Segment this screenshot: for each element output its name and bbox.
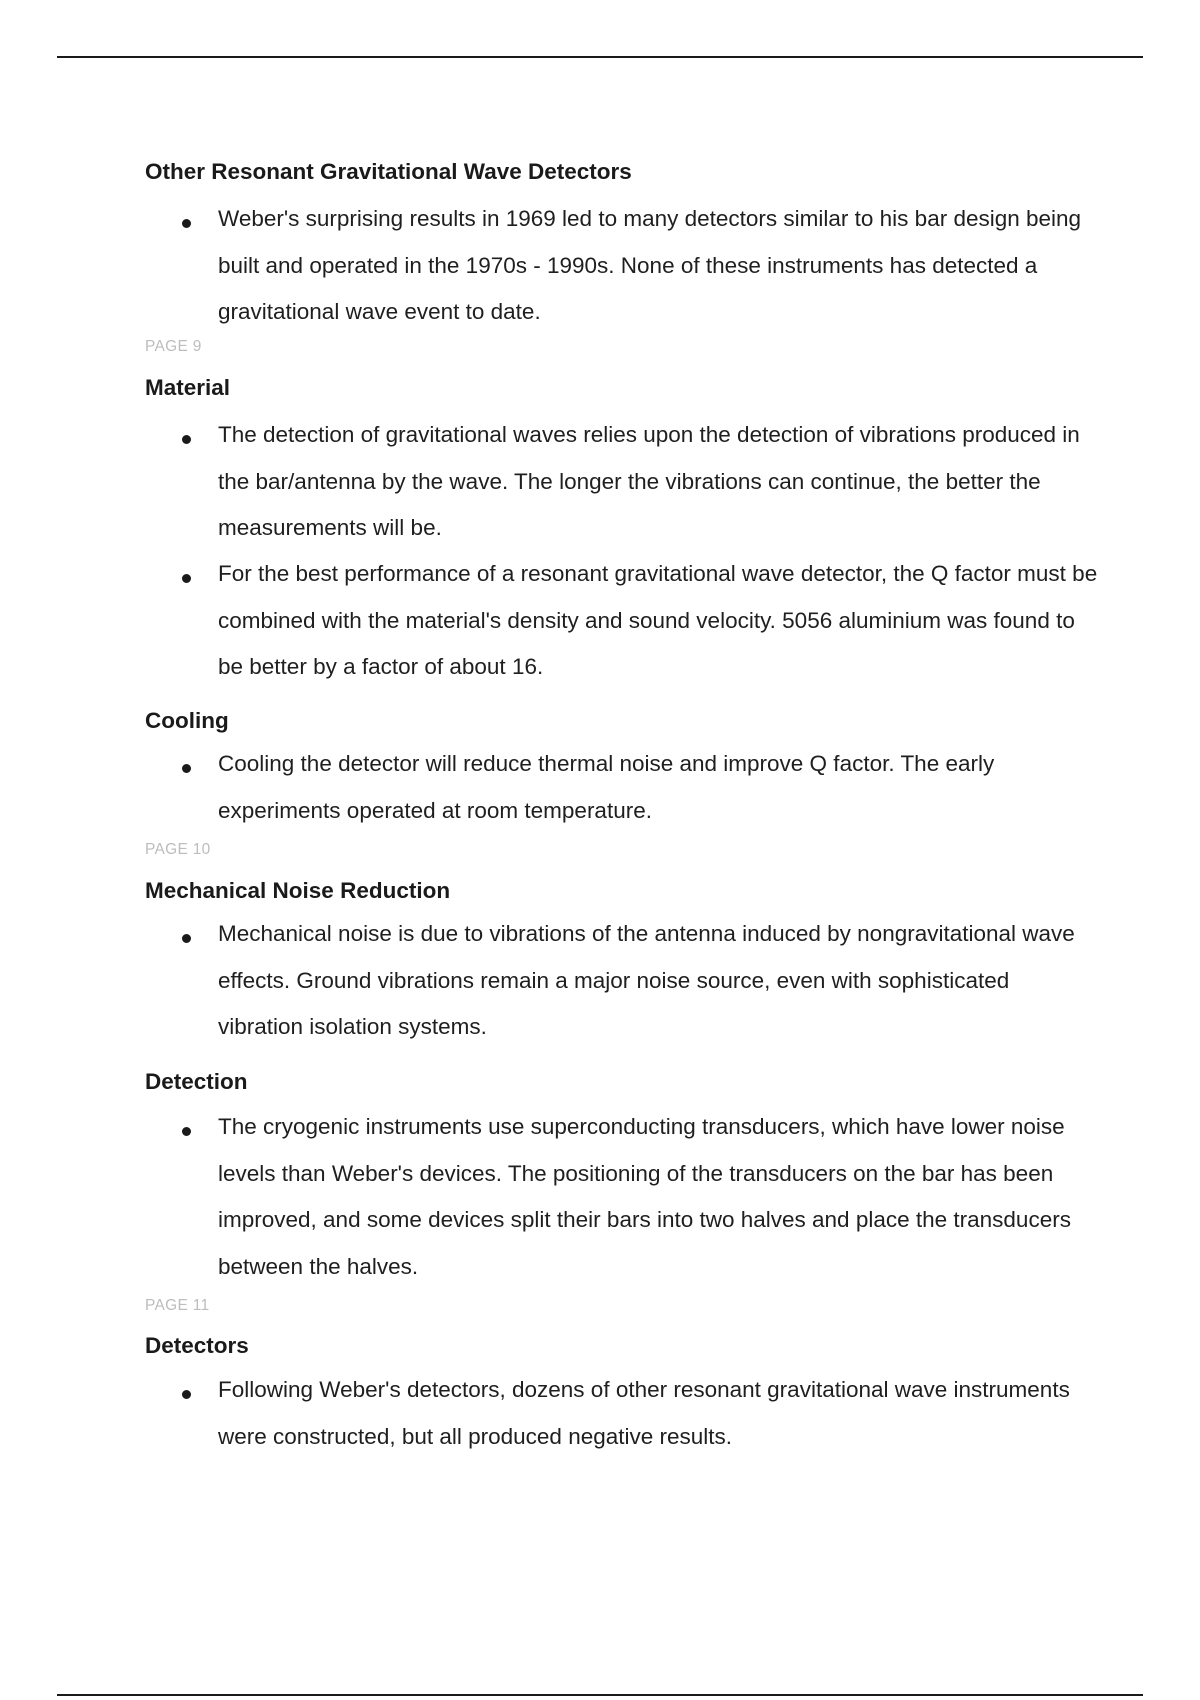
bottom-rule — [57, 1694, 1143, 1696]
bullet-text: Following Weber's detectors, dozens of other resonant gravitational wave instruments were constructed, but all produced negative results. — [218, 1377, 1070, 1449]
bullet-icon — [182, 219, 191, 228]
top-rule — [57, 56, 1143, 58]
bullet-text: For the best performance of a resonant gravitational wave detector, the Q factor must be combined with the material's density and sound velocity. 5056 aluminium was found to be better by a factor of about 16. — [218, 561, 1098, 679]
bullet-icon — [182, 764, 191, 773]
bullet-text: Cooling the detector will reduce thermal noise and improve Q factor. The early experiments operated at room temperature. — [218, 751, 995, 823]
bullet-icon — [182, 1390, 191, 1399]
bullet-text: The cryogenic instruments use superconducting transducers, which have lower noise levels than Weber's devices. The positioning of the transducers on the bar has been improved, and some devices split their bars into two halves and place the transducers between the halves. — [218, 1114, 1071, 1279]
bullet-icon — [182, 1127, 191, 1136]
section-heading-material: Material — [145, 375, 231, 400]
section-heading-mechanical-noise-reduction: Mechanical Noise Reduction — [145, 878, 451, 903]
page-marker: PAGE 11 — [145, 1297, 210, 1314]
bullet-icon — [182, 934, 191, 943]
bullet-text: Weber's surprising results in 1969 led to many detectors similar to his bar design being built and operated in the 1970s - 1990s. None of these instruments has detected a gravitational wave event to date. — [218, 206, 1082, 324]
bullet-icon — [182, 574, 191, 583]
bullet-icon — [182, 435, 191, 444]
section-heading-other-resonant-detectors: Other Resonant Gravitational Wave Detectors — [145, 159, 632, 184]
section-heading-detectors: Detectors — [145, 1333, 249, 1358]
section-heading-detection: Detection — [145, 1069, 248, 1094]
section-heading-cooling: Cooling — [145, 708, 229, 733]
page-marker: PAGE 10 — [145, 841, 211, 858]
bullet-text: The detection of gravitational waves relies upon the detection of vibrations produced in the bar/antenna by the wave. The longer the vibrations can continue, the better the measurements will be. — [218, 422, 1080, 540]
bullet-text: Mechanical noise is due to vibrations of the antenna induced by nongravitational wave effects. Ground vibrations remain a major noise source, even with sophisticated vibration isolation systems. — [218, 921, 1075, 1039]
page-marker: PAGE 9 — [145, 338, 202, 355]
